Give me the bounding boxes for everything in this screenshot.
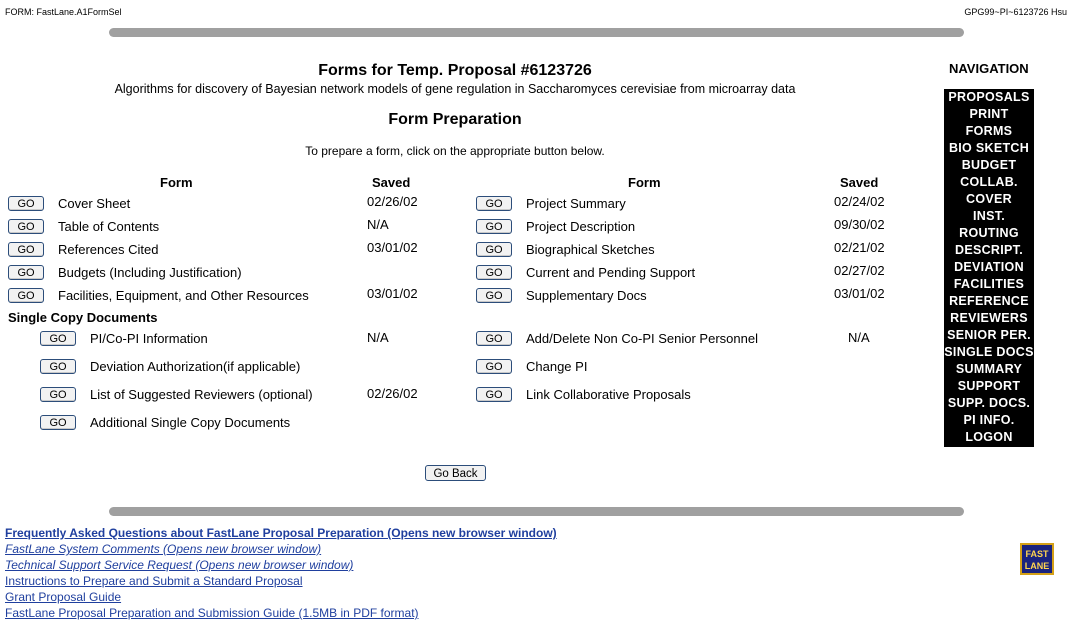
nav-item-reviewers[interactable]: REVIEWERS [950, 311, 1028, 325]
single-doc-name: Link Collaborative Proposals [526, 387, 691, 402]
form-saved-date: 02/24/02 [834, 194, 885, 209]
nav-item-collab[interactable]: COLLAB. [960, 175, 1018, 189]
bottom-divider [109, 507, 964, 516]
instruction-text: To prepare a form, click on the appropriate button below. [305, 144, 605, 158]
form-saved-date: 09/30/02 [834, 217, 885, 232]
go-button[interactable]: GO [476, 196, 512, 211]
go-button[interactable]: GO [40, 387, 76, 402]
col-form-right: Form [628, 175, 661, 190]
single-doc-name: Deviation Authorization(if applicable) [90, 359, 301, 374]
form-saved-date: 03/01/02 [834, 286, 885, 301]
nav-item-supp-docs[interactable]: SUPP. DOCS. [947, 396, 1031, 410]
go-button[interactable]: GO [40, 331, 76, 346]
go-button[interactable]: GO [8, 196, 44, 211]
logo-line-1: FAST [1025, 549, 1049, 559]
form-name: Project Description [526, 219, 636, 234]
go-button[interactable]: GO [476, 288, 512, 303]
footer-link[interactable]: FastLane Proposal Preparation and Submission Guide (1.5MB in PDF format) [5, 606, 419, 620]
form-saved-date: 02/27/02 [834, 263, 885, 278]
go-button[interactable]: GO [8, 288, 44, 303]
go-button[interactable]: GO [476, 265, 512, 280]
fastlane-logo [1020, 543, 1054, 575]
nav-item-support[interactable]: SUPPORT [957, 379, 1021, 393]
col-saved-right: Saved [840, 175, 879, 190]
logo-line-2: LANE [1024, 561, 1050, 571]
footer-link[interactable]: Instructions to Prepare and Submit a Standard Proposal [5, 574, 303, 588]
go-button[interactable]: GO [476, 242, 512, 257]
footer-link[interactable]: Technical Support Service Request (Opens new browser window) [5, 558, 354, 572]
nav-item-deviation[interactable]: DEVIATION [954, 260, 1024, 274]
go-button[interactable]: GO [476, 359, 512, 374]
nav-item-print[interactable]: PRINT [969, 107, 1009, 121]
navigation-title: NAVIGATION [949, 61, 1029, 76]
nav-item-cover[interactable]: COVER [966, 192, 1012, 206]
nav-item-budget[interactable]: BUDGET [961, 158, 1017, 172]
navigation-menu [944, 89, 1034, 447]
form-name: Facilities, Equipment, and Other Resources [58, 288, 309, 303]
form-name: Biographical Sketches [526, 242, 655, 257]
top-divider [109, 28, 964, 37]
proposal-subtitle: Algorithms for discovery of Bayesian network models of gene regulation in Saccharomyces cerevisiae from microarray data [114, 82, 796, 96]
single-doc-name: PI/Co-PI Information [90, 331, 208, 346]
go-button[interactable]: GO [8, 219, 44, 234]
go-button[interactable]: GO [476, 219, 512, 234]
single-doc-name: List of Suggested Reviewers (optional) [90, 387, 313, 402]
nav-item-logon[interactable]: LOGON [965, 430, 1013, 444]
form-name: Supplementary Docs [526, 288, 647, 303]
form-name: Table of Contents [58, 219, 160, 234]
single-copy-title: Single Copy Documents [8, 310, 158, 325]
nav-item-summary[interactable]: SUMMARY [955, 362, 1023, 376]
form-name: References Cited [58, 242, 159, 257]
single-doc-saved: N/A [367, 330, 389, 345]
nav-item-inst[interactable]: INST. [972, 209, 1006, 223]
go-button[interactable]: GO [8, 242, 44, 257]
go-button[interactable]: GO [8, 265, 44, 280]
footer-link[interactable]: FastLane System Comments (Opens new browser window) [5, 542, 322, 556]
form-saved-date: 03/01/02 [367, 240, 418, 255]
go-button[interactable]: GO [40, 359, 76, 374]
nav-item-pi-info[interactable]: PI INFO. [963, 413, 1015, 427]
nav-item-senior-per[interactable]: SENIOR PER. [947, 328, 1031, 342]
nav-item-reference[interactable]: REFERENCE [949, 294, 1029, 308]
footer-link[interactable]: Frequently Asked Questions about FastLane Proposal Preparation (Opens new browser window) [5, 526, 557, 540]
nav-item-single-docs[interactable]: SINGLE DOCS [944, 345, 1034, 359]
form-name: Budgets (Including Justification) [58, 265, 242, 280]
user-id-label: GPG99~PI~6123726 Hsu [964, 7, 1067, 17]
single-doc-saved: 02/26/02 [367, 386, 418, 401]
section-title: Form Preparation [388, 111, 522, 128]
form-saved-date: 02/21/02 [834, 240, 885, 255]
form-name: Current and Pending Support [526, 265, 696, 280]
nav-item-bio-sketch[interactable]: BIO SKETCH [948, 141, 1030, 155]
go-button[interactable]: GO [476, 387, 512, 402]
single-doc-name: Add/Delete Non Co-PI Senior Personnel [526, 331, 758, 346]
form-name: Project Summary [526, 196, 626, 211]
form-saved-date: N/A [367, 217, 389, 232]
single-doc-name: Change PI [526, 359, 588, 374]
nav-item-routing[interactable]: ROUTING [959, 226, 1019, 240]
single-doc-saved: N/A [848, 330, 870, 345]
col-form-left: Form [160, 175, 193, 190]
go-button[interactable]: GO [476, 331, 512, 346]
go-button[interactable]: GO [40, 415, 76, 430]
single-doc-name: Additional Single Copy Documents [90, 415, 291, 430]
footer-link[interactable]: Grant Proposal Guide [5, 590, 122, 604]
form-saved-date: 02/26/02 [367, 194, 418, 209]
col-saved-left: Saved [372, 175, 411, 190]
form-saved-date: 03/01/02 [367, 286, 418, 301]
page-title: Forms for Temp. Proposal #6123726 [318, 62, 592, 79]
nav-item-facilities[interactable]: FACILITIES [953, 277, 1025, 291]
nav-item-descript[interactable]: DESCRIPT. [955, 243, 1023, 257]
form-id-label: FORM: FastLane.A1FormSel [5, 7, 122, 17]
form-name: Cover Sheet [58, 196, 131, 211]
go-back-button[interactable]: Go Back [425, 465, 486, 481]
nav-item-proposals[interactable]: PROPOSALS [948, 90, 1030, 104]
nav-item-forms[interactable]: FORMS [965, 124, 1013, 138]
